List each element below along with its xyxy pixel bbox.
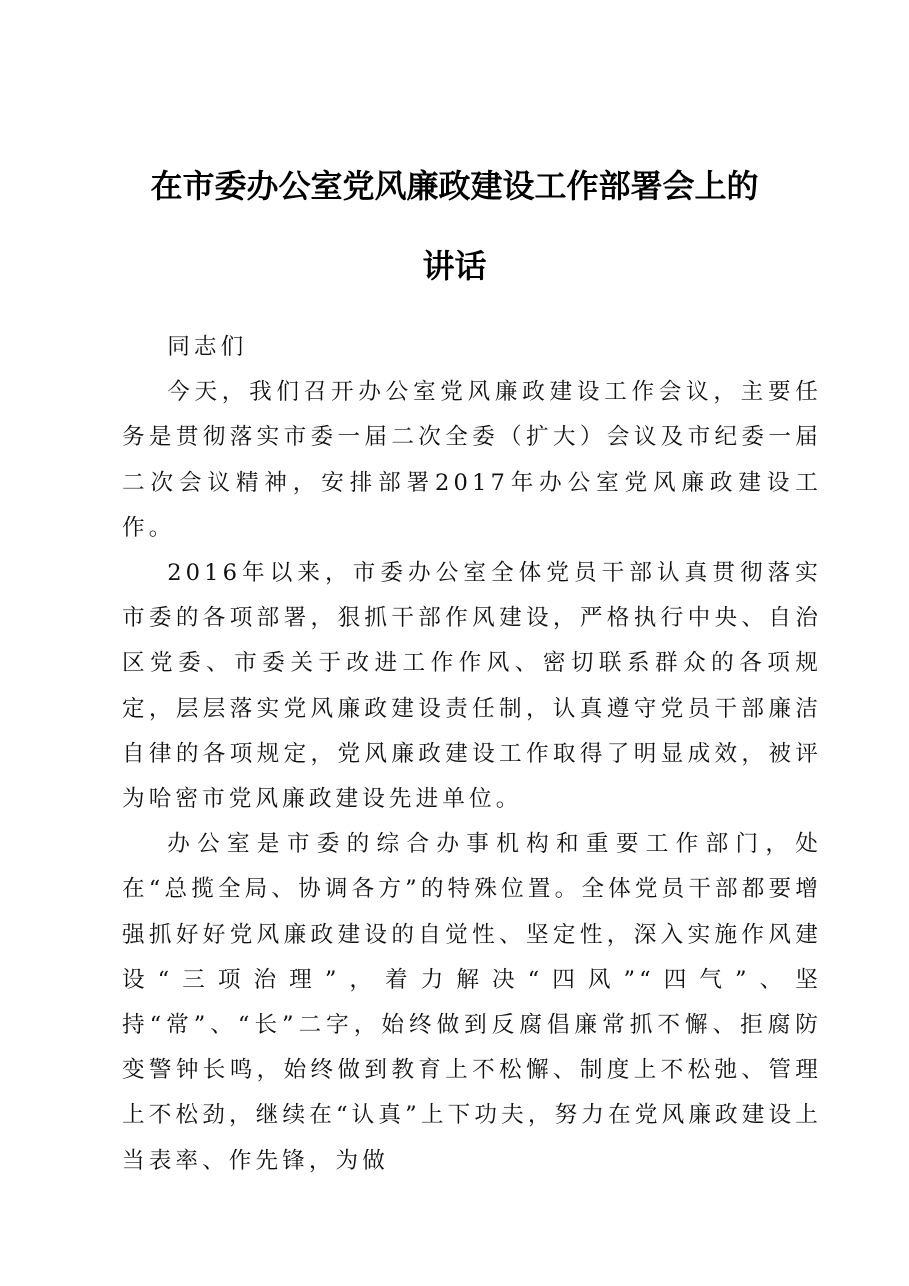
body-paragraph: 办公室是市委的综合办事机构和重要工作部门，处在“总揽全局、协调各方”的特殊位置。全体党员干部都要增强抓好好党风廉政建设的自觉性、坚定性，深入实施作风建设“三项治理”，着力解决“四风”“四气”、坚持“常”、“长”二字，始终做到反腐倡廉常抓不懈、拒腐防变警钟长鸣，始终做到教育上不松懈、制度上不松弛、管理上不松劲，继续在“认真”上下功夫，努力在党风廉政建设上当表率、作先锋，为做 (122, 831, 822, 1174)
document-body (122, 325, 822, 1184)
document-title-line-1: 在市委办公室党风廉政建设工作部署会上的 (150, 167, 759, 205)
body-paragraph: 2016年以来，市委办公室全体党员干部认真贯彻落实市委的各项部署，狠抓干部作风建设，严格执行中央、自治区党委、市委关于改进工作作风、密切联系群众的各项规定，层层落实党风廉政建设责任制，认真遵守党员干部廉洁自律的各项规定，党风廉政建设工作取得了明显成效，被评为哈密市党风廉政建设先进单位。 (122, 560, 822, 813)
document-title-line-2: 讲话 (422, 247, 487, 285)
salutation-paragraph: 同志们 (167, 334, 248, 360)
body-paragraph: 今天，我们召开办公室党风廉政建设工作会议，主要任务是贯彻落实市委一届二次全委（扩大）会议及市纪委一届二次会议精神，安排部署2017年办公室党风廉政建设工作。 (122, 379, 822, 541)
